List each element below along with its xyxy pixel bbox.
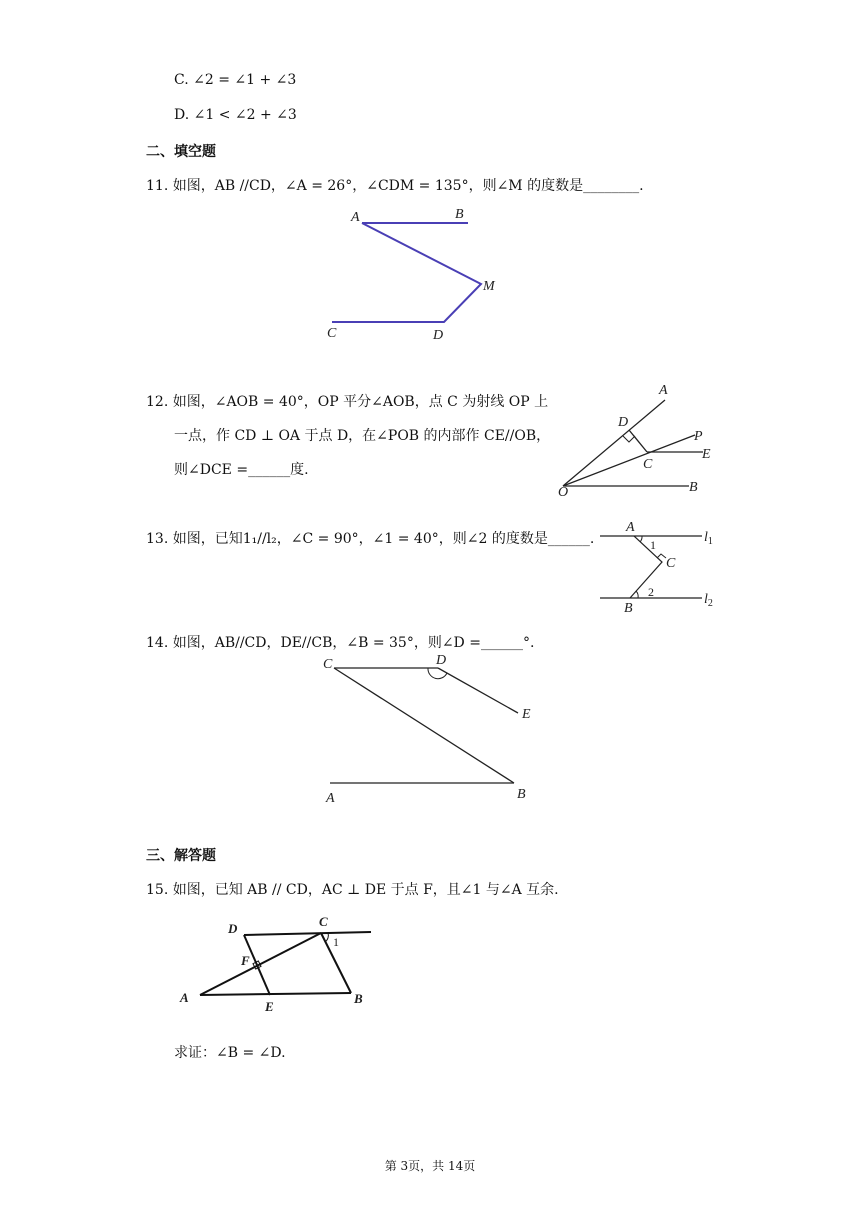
question-11-figure (325, 203, 505, 343)
label-angle-2: 2 (648, 585, 654, 599)
label-e: E (265, 999, 274, 1014)
label-c: C (323, 657, 333, 672)
label-a: A (326, 791, 335, 806)
question-15-text: 15. 如图，已知 AB // CD，AC ⊥ DE 于点 F，且∠1 与∠A 互余. (146, 882, 559, 898)
label-o: O (558, 485, 569, 500)
question-12-line-2: 一点，作 CD ⊥ OA 于点 D，在∠POB 的内部作 CE//OB， (174, 428, 551, 444)
page-footer: 第 3页，共 14页 (384, 1159, 476, 1173)
option-d: D. ∠1 < ∠2 + ∠3 (174, 107, 297, 123)
label-e: E (522, 707, 531, 722)
question-14-text: 14. 如图，AB//CD，DE//CB，∠B = 35°，则∠D =______°. (146, 635, 535, 651)
label-a: A (659, 383, 668, 398)
question-12-line-3: 则∠DCE =______度. (174, 462, 309, 478)
label-a: A (180, 990, 189, 1005)
label-f: F (241, 953, 250, 968)
section-heading-answer: 三、解答题 (146, 848, 216, 864)
label-l1: $l_1$ (704, 530, 713, 547)
label-angle-1: 1 (333, 935, 339, 949)
question-11-text: 11. 如图，AB //CD，∠A = 26°，∠CDM = 135°，则∠M 的度数是________. (146, 178, 644, 194)
label-b: B (517, 787, 526, 802)
label-a: A (351, 210, 360, 225)
question-14-figure (318, 652, 538, 807)
label-a: A (626, 520, 635, 535)
label-c: C (327, 326, 337, 341)
section-heading-fill: 二、填空题 (146, 144, 216, 160)
label-l2: $l_2$ (704, 592, 713, 609)
label-c: C (319, 914, 328, 929)
label-c: C (643, 457, 653, 472)
question-12-figure (555, 378, 720, 500)
label-b: B (624, 601, 633, 616)
label-p: P (694, 429, 703, 444)
label-b: B (689, 480, 698, 495)
label-d: D (436, 653, 447, 668)
option-c: C. ∠2 = ∠1 + ∠3 (174, 72, 297, 88)
label-d: D (433, 328, 444, 343)
question-13-text: 13. 如图，已知1₁//l₂，∠C = 90°，∠1 = 40°，则∠2 的度数是______. (146, 531, 595, 547)
label-m: M (483, 279, 495, 294)
label-d: D (228, 921, 238, 936)
label-b: B (354, 991, 363, 1006)
label-b: B (455, 207, 464, 222)
question-15-prove: 求证：∠B = ∠D. (174, 1045, 286, 1061)
label-e: E (702, 447, 711, 462)
label-c: C (666, 556, 676, 571)
label-d: D (618, 415, 629, 430)
question-13-figure (598, 516, 723, 616)
label-angle-1: 1 (650, 538, 656, 552)
question-15-figure (178, 915, 378, 1015)
question-12-line-1: 12. 如图，∠AOB = 40°，OP 平分∠AOB，点 C 为射线 OP 上 (146, 394, 549, 410)
